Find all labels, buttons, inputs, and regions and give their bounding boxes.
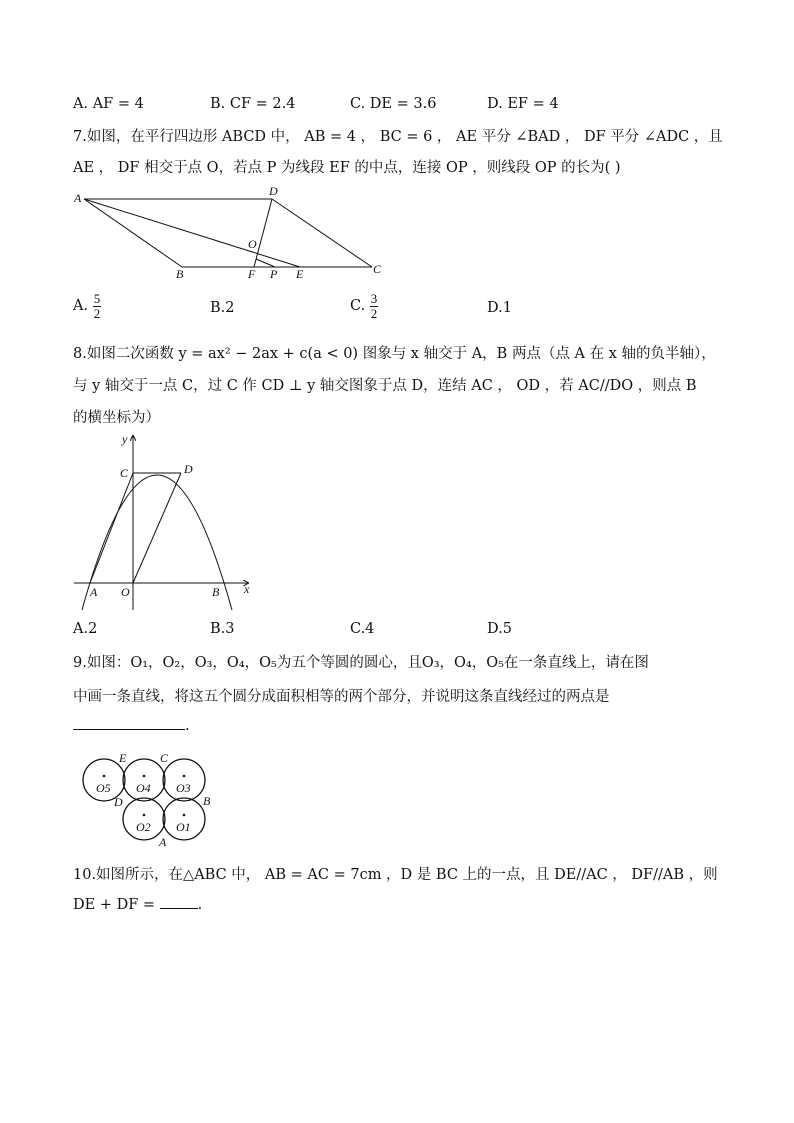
q8-label-o: O	[121, 585, 130, 599]
q9-question-line1: 9.如图：O₁，O₂，O₃，O₄，O₅为五个等圆的圆心，且O₃，O₄，O₅在一条直线上，请在图	[73, 655, 649, 671]
q9-label-c: C	[160, 751, 169, 765]
q8-option-a: A.2	[73, 621, 98, 637]
q8-question-line2: 与 y 轴交于一点 C，过 C 作 CD ⊥ y 轴交图象于点 D，连结 AC ， OD ，若 AC//DO ，则点 B	[73, 378, 697, 394]
q7-label-d: D	[269, 185, 278, 198]
q9-five-circles-figure	[76, 748, 216, 848]
q8-label-d: D	[184, 462, 193, 476]
q9-label-e: E	[119, 751, 127, 765]
q8-question-line1: 8.如图二次函数 y = ax² − 2ax + c(a < 0) 图象与 x 轴交于 A，B 两点（点 A 在 x 轴的负半轴），	[73, 346, 716, 362]
q7-option-d: D.1	[487, 300, 512, 316]
q7-question-line2: AE ， DF 相交于点 O，若点 P 为线段 EF 的中点，连接 OP ，则线段 OP 的长为( )	[73, 160, 621, 176]
q8-question-line3: 的横坐标为）	[73, 410, 160, 426]
q7-option-c-prefix: C.	[350, 298, 366, 315]
q8-option-d: D.5	[487, 621, 512, 637]
q7-option-c-numerator: 3	[370, 291, 378, 306]
q7-parallelogram-figure	[70, 185, 390, 280]
q7-option-a-fraction	[93, 292, 102, 320]
q7-label-a: A	[74, 191, 82, 205]
q8-option-c: C.4	[350, 621, 375, 637]
q7-question-line1: 7.如图，在平行四边形 ABCD 中， AB = 4 ， BC = 6 ， AE 平分 ∠BAD ， DF 平分 ∠ADC ，且	[73, 129, 723, 145]
q8-label-a: A	[90, 585, 98, 599]
q9-label-b: B	[203, 794, 211, 808]
q8-label-y: y	[122, 432, 128, 446]
q7-option-c-fraction	[370, 292, 379, 320]
q9-label-o1: O1	[176, 820, 191, 834]
q6-option-b: B. CF = 2.4	[210, 96, 296, 112]
q10-question-line2	[73, 894, 202, 913]
q7-label-b: B	[176, 267, 184, 280]
q7-option-b: B.2	[210, 300, 235, 316]
q7-label-o: O	[248, 237, 257, 251]
q7-option-a-prefix: A.	[73, 298, 89, 315]
q7-option-a-numerator: 5	[93, 291, 101, 306]
q10-question-line1: 10.如图所示，在△ABC 中， AB = AC = 7cm ，D 是 BC 上的一点，且 DE//AC ， DF//AB ，则	[73, 867, 718, 883]
q7-option-c	[350, 292, 378, 320]
q10-answer-period: .	[197, 897, 203, 913]
q9-label-o4: O4	[136, 781, 151, 795]
q7-option-a	[73, 292, 101, 320]
q9-answer-period: .	[185, 718, 190, 734]
q7-option-c-denominator: 2	[370, 305, 378, 321]
q8-parabola-figure	[70, 430, 260, 615]
q7-label-e: E	[296, 267, 304, 280]
q6-option-c: C. DE = 3.6	[350, 96, 437, 112]
q8-label-b: B	[212, 585, 220, 599]
q7-option-a-denominator: 2	[93, 305, 101, 321]
q7-label-f: F	[248, 267, 256, 280]
q9-answer-blank[interactable]	[73, 713, 185, 730]
q9-label-d: D	[114, 795, 123, 809]
q9-label-o5: O5	[96, 781, 111, 795]
q7-label-p: P	[270, 267, 278, 280]
q6-option-a: A. AF = 4	[73, 96, 144, 112]
q10-expression: DE + DF =	[73, 897, 160, 913]
q9-answer-line	[73, 713, 190, 734]
q8-option-b: B.3	[210, 621, 235, 637]
q8-label-x: x	[244, 582, 250, 596]
q9-label-a: A	[159, 835, 167, 848]
q9-label-o2: O2	[136, 820, 151, 834]
q7-label-c: C	[373, 262, 382, 276]
q10-answer-blank[interactable]	[160, 894, 198, 909]
q9-label-o3: O3	[176, 781, 191, 795]
q9-question-line2: 中画一条直线，将这五个圆分成面积相等的两个部分，并说明这条直线经过的两点是	[73, 689, 610, 705]
q8-label-c: C	[120, 466, 129, 480]
q6-option-d: D. EF = 4	[487, 96, 559, 112]
